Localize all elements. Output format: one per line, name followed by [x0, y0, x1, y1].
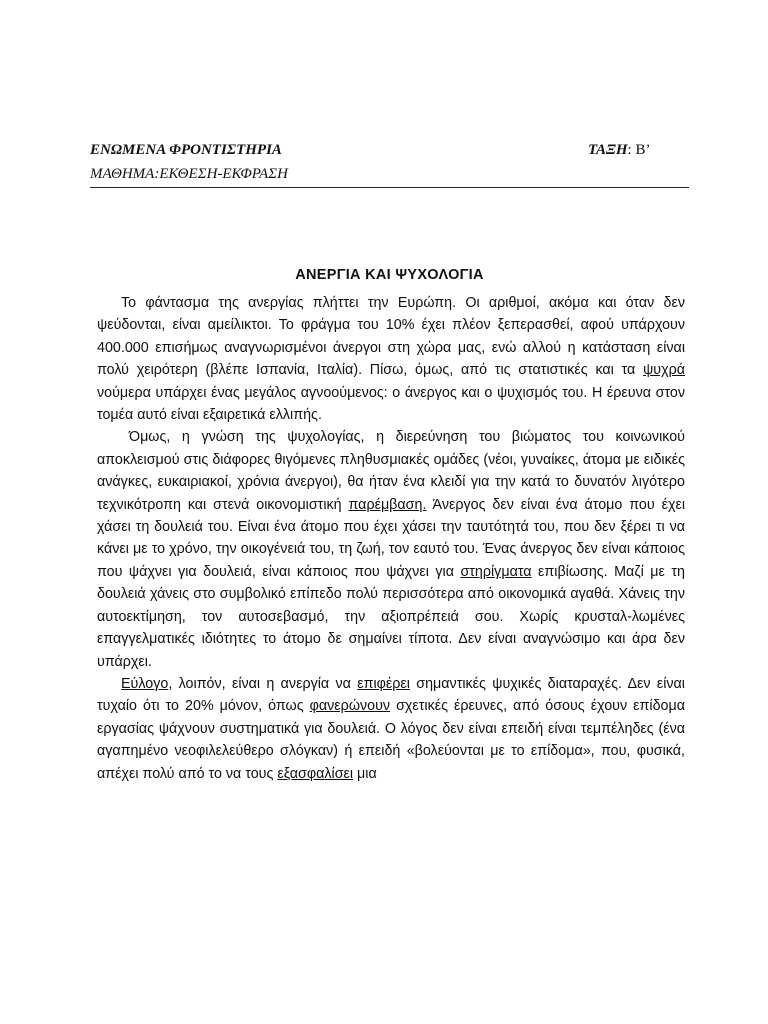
header-class-value: : Β’: [627, 142, 651, 158]
underlined-word: ψυχρά: [643, 362, 685, 379]
underlined-word: εξασφαλίσει: [277, 765, 354, 782]
underlined-word: παρέμβαση.: [348, 496, 427, 513]
underlined-word: Εύλογο: [121, 675, 169, 692]
header-class-label: ΤΑΞΗ: [588, 142, 628, 158]
paragraph-2: [97, 426, 685, 672]
text-span: σχετικές έρευνες, από όσους έχουν επίδομα εργασίας ψάχνουν συστηματικά για δουλειά. Ο λόγος δεν είναι επειδή είναι τεμπέληδες (ένα αγαπημένο νεοφιλελεύθερο σλόγκαν) ή επειδή «βολεύονται με το επίδομα», που, φυσικά, απέχει πολύ από το να τους: [97, 698, 685, 782]
underlined-word: στηρίγματα: [460, 563, 532, 580]
paragraph-3: [97, 673, 685, 785]
header-subject: ΜΑΘΗΜΑ:ΕΚΘΕΣΗ-ΕΚΦΡΑΣΗ: [90, 166, 288, 182]
text-span: σημαντικές ψυχικές διαταραχές. Δεν είναι τυχαίο ότι το 20% μόνον, όπως: [97, 675, 685, 715]
text-span: Άνεργος δεν είναι ένα άτομο που έχει χάσει τη δουλειά του. Είναι ένα άτομο που έχει χάσει την ταυτότητά του, που δεν ξέρει τι να κάνει με το χρόνο, την οικογένειά του, τη ζωή, τον εαυτό του. Ένας άνεργος δεν είναι κάποιος που ψάχνει για δουλειά, είναι κάποιος που ψάχνει για: [97, 496, 686, 580]
paragraph-1: [97, 292, 685, 426]
document-body: [97, 292, 685, 785]
header-class: [588, 142, 650, 159]
text-span: Το φάντασμα της ανεργίας πλήττει την Ευρώπη. Οι αριθμοί, ακόμα και όταν δεν ψεύδονται, είναι αμείλικτοι. Το φράγμα του 10% έχει πλέον ξεπερασθεί, αφού υπάρχουν 400.000 επισήμως αναγνωρισμένοι άνεργοι στη χώρα μας, ενώ αλλού η κατάσταση είναι πολύ χειρότερη (βλέπε Ισπανία, Ιταλία). Πίσω, όμως, από τις στατιστικές και τα: [97, 295, 685, 379]
text-span: επιβίωσης. Μαζί με τη δουλειά χάνεις στο συμβολικό επίπεδο πολύ περισσότερα από οικονομικά αγαθά. Χάνεις την αυτοεκτίμηση, τον αυτοσεβασμό, την αξιοπρέπειά σου. Χωρίς κρυσταλ-λωμένες επαγγελματικές ιδιότητες το άτομο δε σημαίνει τίποτα. Δεν είναι αναγνώσιμο και άρα δεν υπάρχει.: [97, 563, 685, 670]
text-span: Όμως, η γνώση της ψυχολογίας, η διερεύνηση του βιώματος του κοινωνικού αποκλεισμού στις διάφορες θιγόμενες πληθυσμιακές ομάδες (νέοι, γυναίκες, άτομα με ειδικές ανάγκες, ευκαιριακοί, χρόνια άνεργοι), θα ήταν ένα κλειδί για την κατά το δυνατόν λιγότερο τεχνικότροπη και στενά οικονομιστική: [97, 429, 685, 513]
header-school: ΕΝΩΜΕΝΑ ΦΡΟΝΤΙΣΤΗΡΙΑ: [90, 142, 282, 158]
text-span: μια: [353, 765, 377, 782]
underlined-word: φανερώνουν: [309, 698, 391, 715]
underlined-word: επιφέρει: [357, 675, 410, 692]
text-span: , λοιπόν, είναι η ανεργία να: [168, 675, 358, 692]
text-span: νούμερα υπάρχει ένας μεγάλος αγνοούμενος: ο άνεργος και ο ψυχισμός του. Η έρευνα στον τομέα αυτό είναι εξαιρετικά ελλιπής.: [97, 384, 685, 424]
document-title: ΑΝΕΡΓΙΑ ΚΑΙ ΨΥΧΟΛΟΓΙΑ: [295, 267, 484, 283]
header-rule: [90, 187, 689, 188]
